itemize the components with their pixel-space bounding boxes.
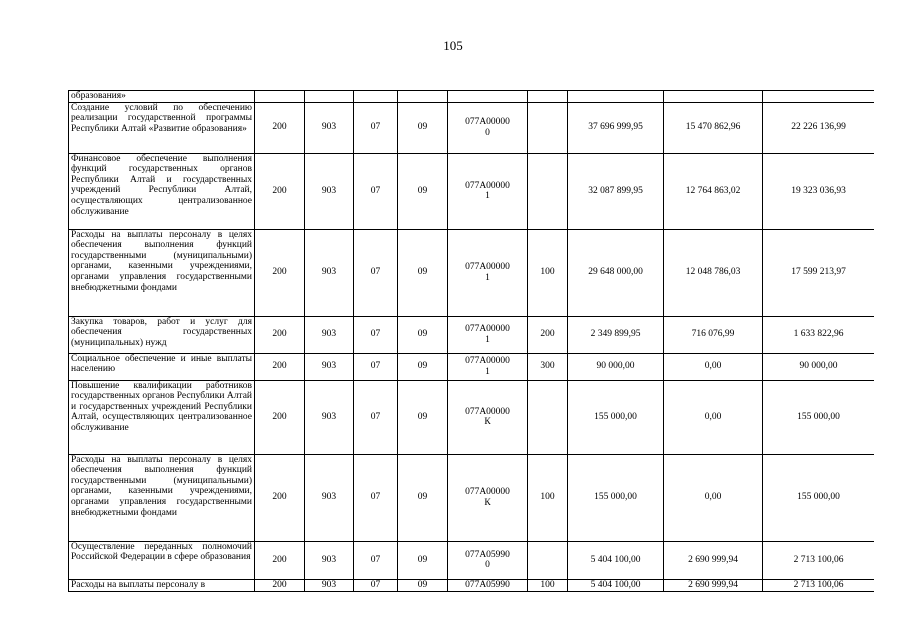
admin-code-cell: 200 — [255, 541, 305, 579]
target-article-cell: 077А00000 1 — [448, 153, 528, 229]
dept-code-cell: 903 — [305, 316, 354, 353]
dept-code-cell: 903 — [305, 153, 354, 229]
row-name-cell: образования» — [69, 91, 255, 103]
row-name-cell: Расходы на выплаты персоналу в целях обеспечения выполнения функций государственными (муниципальными) органами, казенными учреждениями, органами управления государственными внебюджетными фондами — [69, 454, 255, 541]
target-article-cell: 077А00000 0 — [448, 102, 528, 153]
dept-code-cell: 903 — [305, 541, 354, 579]
amount-remaining-cell: 22 226 136,99 — [763, 102, 875, 153]
section-code-cell — [354, 91, 398, 103]
budget-table — [68, 90, 874, 592]
table-row — [69, 380, 875, 454]
expense-type-cell: 100 — [528, 579, 568, 591]
amount-executed-cell: 12 764 863,02 — [664, 153, 763, 229]
row-name-cell: Повышение квалификации работников государственных органов Республики Алтай и государственных учреждений Республики Алтай, осуществляющих централизованное обслуживание — [69, 380, 255, 454]
amount-executed-cell: 0,00 — [664, 454, 763, 541]
dept-code-cell — [305, 91, 354, 103]
dept-code-cell: 903 — [305, 380, 354, 454]
expense-type-cell — [528, 153, 568, 229]
budget-table-body — [69, 91, 875, 592]
subsection-code-cell: 09 — [398, 102, 448, 153]
table-row — [69, 153, 875, 229]
target-article-cell: 077А00000 1 — [448, 353, 528, 380]
admin-code-cell: 200 — [255, 380, 305, 454]
table-row — [69, 316, 875, 353]
expense-type-cell: 300 — [528, 353, 568, 380]
admin-code-cell — [255, 91, 305, 103]
amount-remaining-cell: 17 599 213,97 — [763, 229, 875, 316]
subsection-code-cell: 09 — [398, 454, 448, 541]
amount-planned-cell: 29 648 000,00 — [568, 229, 664, 316]
amount-executed-cell — [664, 91, 763, 103]
expense-type-cell: 100 — [528, 454, 568, 541]
amount-executed-cell: 2 690 999,94 — [664, 541, 763, 579]
expense-type-cell — [528, 102, 568, 153]
amount-remaining-cell: 90 000,00 — [763, 353, 875, 380]
section-code-cell: 07 — [354, 102, 398, 153]
admin-code-cell: 200 — [255, 102, 305, 153]
admin-code-cell: 200 — [255, 229, 305, 316]
table-row — [69, 91, 875, 103]
subsection-code-cell — [398, 91, 448, 103]
expense-type-cell — [528, 91, 568, 103]
dept-code-cell: 903 — [305, 579, 354, 591]
amount-remaining-cell: 1 633 822,96 — [763, 316, 875, 353]
amount-remaining-cell: 155 000,00 — [763, 380, 875, 454]
dept-code-cell: 903 — [305, 102, 354, 153]
target-article-cell: 077А05990 0 — [448, 541, 528, 579]
page-number: 105 — [443, 38, 463, 53]
row-name-cell: Расходы на выплаты персоналу в целях обеспечения выполнения функций государственными (муниципальными) органами, казенными учреждениями, органами управления государственными внебюджетными фондами — [69, 229, 255, 316]
table-row — [69, 102, 875, 153]
table-row — [69, 579, 875, 591]
dept-code-cell: 903 — [305, 353, 354, 380]
subsection-code-cell: 09 — [398, 229, 448, 316]
budget-table-container — [68, 90, 874, 640]
row-name-cell: Социальное обеспечение и иные выплаты населению — [69, 353, 255, 380]
section-code-cell: 07 — [354, 229, 398, 316]
subsection-code-cell: 09 — [398, 316, 448, 353]
admin-code-cell: 200 — [255, 454, 305, 541]
subsection-code-cell: 09 — [398, 380, 448, 454]
target-article-cell: 077А00000 К — [448, 380, 528, 454]
expense-type-cell — [528, 541, 568, 579]
target-article-cell: 077А00000 К — [448, 454, 528, 541]
table-row — [69, 353, 875, 380]
section-code-cell: 07 — [354, 353, 398, 380]
amount-planned-cell: 2 349 899,95 — [568, 316, 664, 353]
row-name-cell: Финансовое обеспечение выполнения функций государственных органов Республики Алтай и государственных учреждений Республики Алтай, осуществляющих централизованное обслуживание — [69, 153, 255, 229]
amount-executed-cell: 716 076,99 — [664, 316, 763, 353]
row-name-cell: Создание условий по обеспечению реализации государственной программы Республики Алтай «Развитие образования» — [69, 102, 255, 153]
target-article-cell — [448, 91, 528, 103]
table-row — [69, 229, 875, 316]
amount-planned-cell: 32 087 899,95 — [568, 153, 664, 229]
amount-remaining-cell: 155 000,00 — [763, 454, 875, 541]
row-name-cell: Закупка товаров, работ и услуг для обеспечения государственных (муниципальных) нужд — [69, 316, 255, 353]
amount-planned-cell: 5 404 100,00 — [568, 541, 664, 579]
table-row — [69, 541, 875, 579]
amount-executed-cell: 2 690 999,94 — [664, 579, 763, 591]
amount-remaining-cell — [763, 91, 875, 103]
subsection-code-cell: 09 — [398, 541, 448, 579]
section-code-cell: 07 — [354, 380, 398, 454]
admin-code-cell: 200 — [255, 316, 305, 353]
expense-type-cell — [528, 380, 568, 454]
dept-code-cell: 903 — [305, 454, 354, 541]
section-code-cell: 07 — [354, 579, 398, 591]
amount-executed-cell: 0,00 — [664, 380, 763, 454]
target-article-cell: 077А00000 1 — [448, 316, 528, 353]
target-article-cell: 077А00000 1 — [448, 229, 528, 316]
amount-planned-cell: 5 404 100,00 — [568, 579, 664, 591]
admin-code-cell: 200 — [255, 579, 305, 591]
admin-code-cell: 200 — [255, 153, 305, 229]
row-name-cell: Расходы на выплаты персоналу в — [69, 579, 255, 591]
amount-executed-cell: 12 048 786,03 — [664, 229, 763, 316]
row-name-cell: Осуществление переданных полномочий Российской Федерации в сфере образования — [69, 541, 255, 579]
expense-type-cell: 100 — [528, 229, 568, 316]
amount-remaining-cell: 2 713 100,06 — [763, 579, 875, 591]
amount-remaining-cell: 19 323 036,93 — [763, 153, 875, 229]
table-row — [69, 454, 875, 541]
amount-planned-cell — [568, 91, 664, 103]
subsection-code-cell: 09 — [398, 153, 448, 229]
expense-type-cell: 200 — [528, 316, 568, 353]
amount-executed-cell: 15 470 862,96 — [664, 102, 763, 153]
section-code-cell: 07 — [354, 454, 398, 541]
section-code-cell: 07 — [354, 153, 398, 229]
amount-executed-cell: 0,00 — [664, 353, 763, 380]
admin-code-cell: 200 — [255, 353, 305, 380]
section-code-cell: 07 — [354, 316, 398, 353]
amount-planned-cell: 155 000,00 — [568, 380, 664, 454]
target-article-cell: 077А05990 — [448, 579, 528, 591]
amount-planned-cell: 90 000,00 — [568, 353, 664, 380]
amount-planned-cell: 155 000,00 — [568, 454, 664, 541]
subsection-code-cell: 09 — [398, 353, 448, 380]
dept-code-cell: 903 — [305, 229, 354, 316]
amount-remaining-cell: 2 713 100,06 — [763, 541, 875, 579]
amount-planned-cell: 37 696 999,95 — [568, 102, 664, 153]
section-code-cell: 07 — [354, 541, 398, 579]
subsection-code-cell: 09 — [398, 579, 448, 591]
